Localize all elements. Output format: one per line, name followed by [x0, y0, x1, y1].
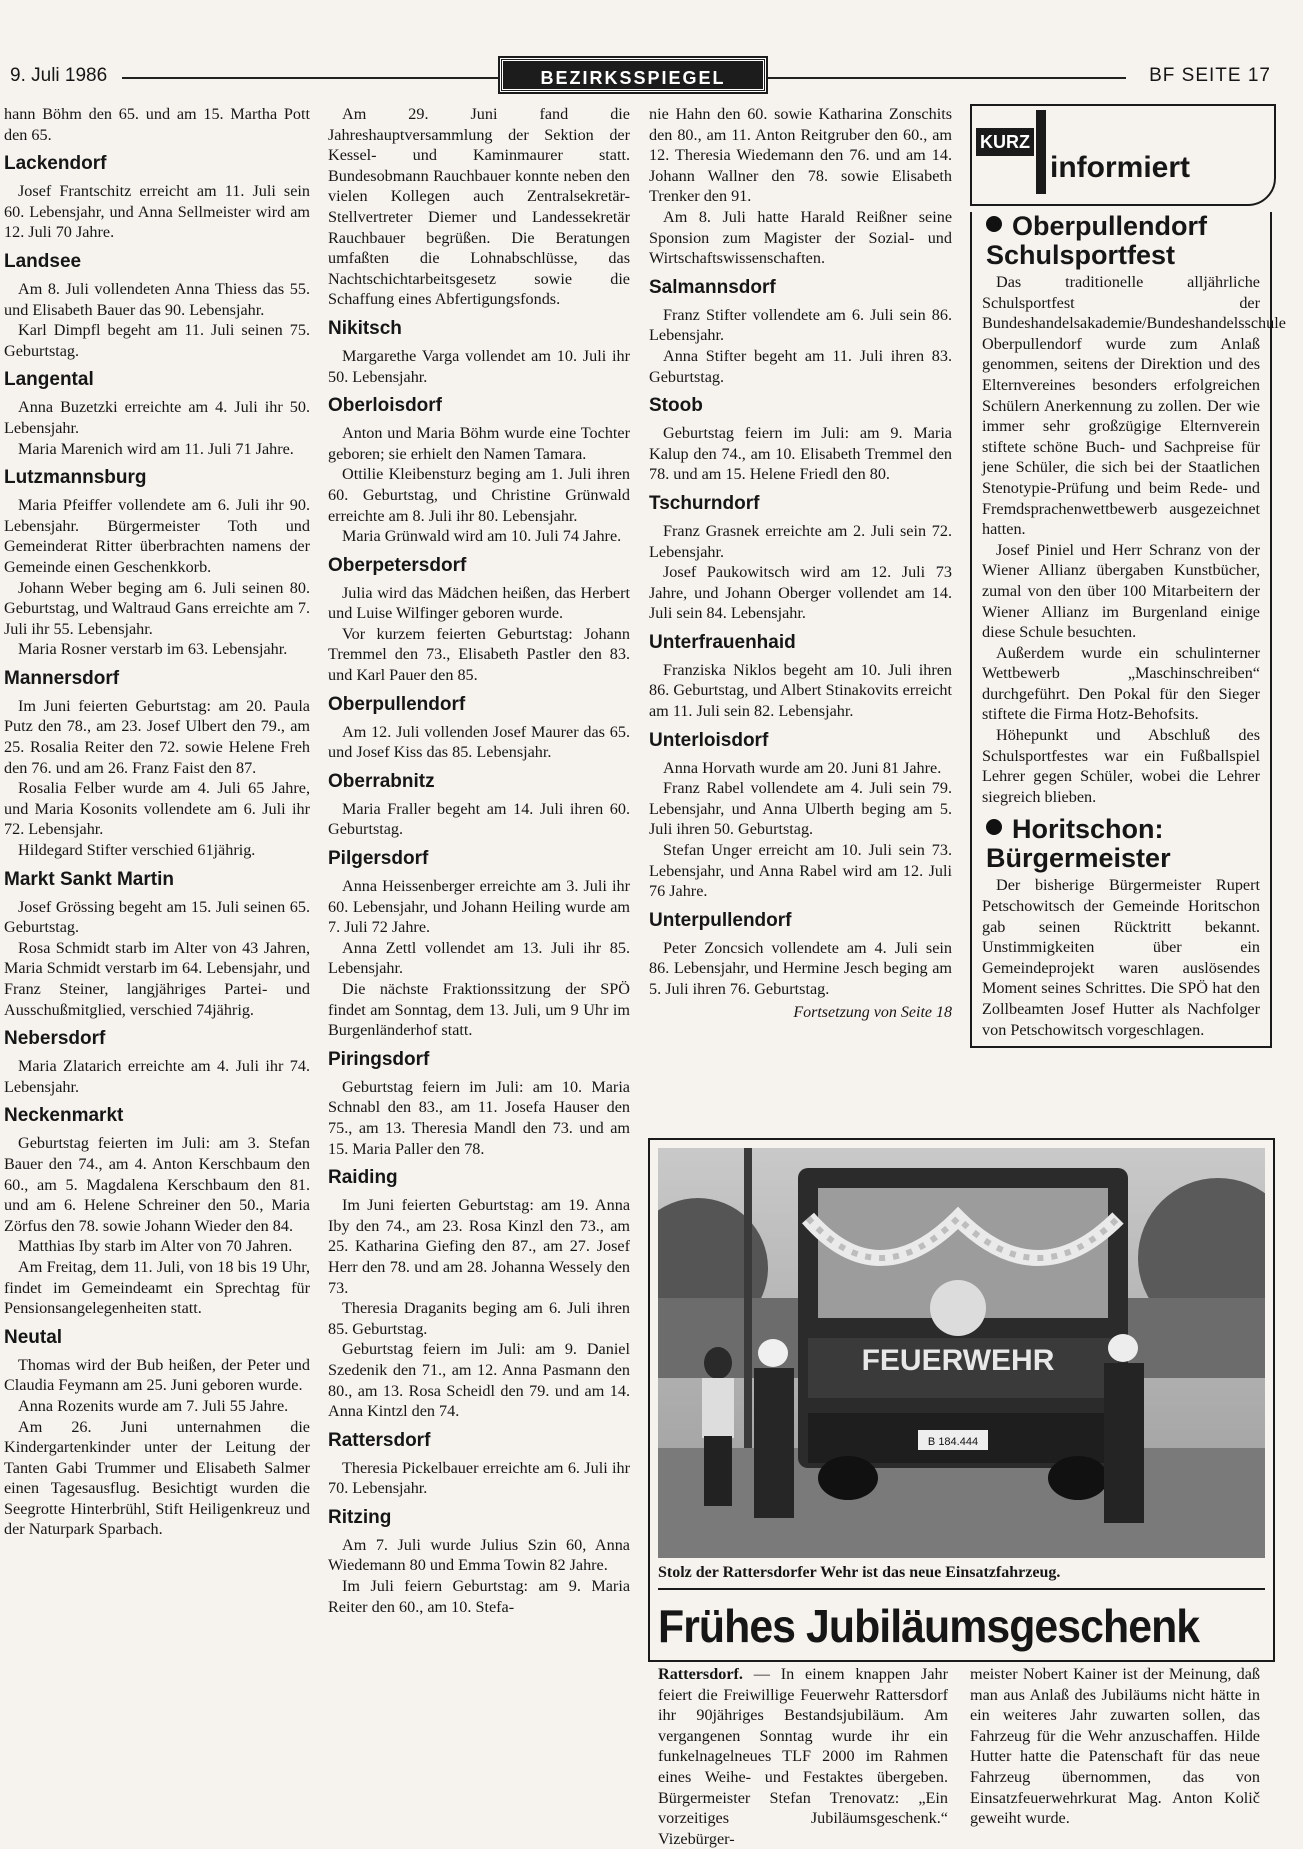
article-text-left: — In einem knappen Jahr feiert die Freiwillige Feuerwehr Rattersdorf ihr 90jähriges Bestandsjubiläum. Am vergangenen Sonntag wurde ihr ein funkelnagelneues TLF 2000 im Rahmen eines Weihe- und Festaktes übergeben. Bürgermeister Stefan Trenovatz: „Ein vorzeitiges Jubiläumsgeschenk.“ Vizebürger-	[658, 1665, 948, 1848]
truck-lettering: FEUERWEHR	[861, 1344, 1055, 1377]
paragraph: Im Juni feierten Geburtstag: am 19. Anna Iby den 74., am 23. Rosa Kinzl den 73., am 25. Katharina Giefing den 87., am 27. Josef Herr den 78. und am 28. Johanna Wessely den 73.	[328, 1196, 630, 1297]
town-heading: Stoob	[649, 395, 703, 417]
town-heading: Nikitsch	[328, 317, 402, 339]
paragraph: Im Juli feiern Geburtstag: am 9. Maria Reiter den 60., am 10. Stefa-	[328, 1577, 630, 1616]
paragraph: Karl Dimpfl begeht am 11. Juli seinen 75. Geburtstag.	[4, 321, 310, 360]
license-plate: B 184.444	[927, 1436, 979, 1448]
town-heading: Lackendorf	[4, 153, 107, 175]
news-body	[982, 272, 1286, 807]
paragraph: Franz Grasnek erreichte am 2. Juli sein 72. Lebensjahr.	[649, 521, 952, 561]
town-heading: Langental	[4, 369, 94, 391]
column-3	[649, 104, 952, 1023]
paragraph: Maria Zlatarich erreichte am 4. Juli ihr 74. Lebensjahr.	[4, 1057, 310, 1096]
paragraph: Maria Marenich wird am 11. Juli 71 Jahre.	[18, 439, 294, 458]
paragraph: Außerdem wurde ein schulinterner Wettbewerb „Maschinschreiben“ durchgeführt. Den Pokal für den Sieger stiftete die Firma Hotz-Behofsits.	[982, 643, 1260, 724]
paragraph: Franz Stifter vollendete am 6. Juli sein 86. Lebensjahr.	[649, 305, 952, 345]
paragraph: Thomas wird der Bub heißen, der Peter und Claudia Feymann am 25. Juni geboren wurde.	[4, 1355, 310, 1395]
paragraph: Höhepunkt und Abschluß des Schulsportfestes war ein Fußballspiel Lehrer gegen Schüler, wobei die Lehrer siegreich blieben.	[982, 726, 1260, 806]
kurz-content	[970, 211, 1286, 1048]
paragraph: nie Hahn den 60. sowie Katharina Zonschits den 80., am 11. Anton Reitgruber den 60., am 12. Theresia Wiedemann den 76. und am 14. Johann Wallner den 78. sowie Elisabeth Trenker den 91.	[649, 105, 952, 206]
news-heading	[986, 815, 1264, 873]
paragraph	[658, 1664, 948, 1849]
paragraph: Rosalia Felber wurde am 4. Juli 65 Jahre, und Maria Kosonits vollendete am 6. Juli ihr 72. Lebensjahr.	[4, 779, 310, 839]
paragraph: Am 8. Juli hatte Harald Reißner seine Sponsion zum Magister der Sozial- und Wirtschaftswissenschaften.	[649, 207, 952, 268]
paragraph: Johann Weber beging am 6. Juli seinen 80. Geburtstag, und Waltraud Gans erreichte am 7. Juli ihr 55. Lebensjahr.	[4, 578, 310, 638]
kurz-title: informiert	[1050, 151, 1191, 184]
column-1	[4, 104, 310, 1540]
paragraph: Maria Pfeiffer vollendete am 6. Juli ihr 90. Lebensjahr. Bürgermeister Toth und Gemeinderat Ritter überbrachten namens der Gemeinde einen Geschenkkorb.	[4, 496, 310, 576]
paragraph: Die nächste Fraktionssitzung der SPÖ findet am Sonntag, dem 13. Juli, um 9 Uhr im Burgenländerhof statt.	[328, 980, 630, 1040]
town-heading: Markt Sankt Martin	[4, 868, 174, 890]
header-rule-left	[122, 77, 500, 79]
paragraph: Geburtstag feiern im Juli: am 9. Daniel Szedenik den 71., am 12. Anna Pasmann den 80., am 13. Rosa Scheidl den 79. und am 14. Anna Kintzl den 74.	[328, 1340, 630, 1421]
article-column-left	[658, 1664, 948, 1849]
section-title: BEZIRKSSPIEGEL	[500, 58, 766, 92]
news-heading-text: Oberpullendorf Schulsportfest	[986, 211, 1207, 270]
photo-article-box	[648, 1138, 1275, 1848]
town-heading: Neckenmarkt	[4, 1105, 124, 1127]
paragraph: Anna Buzetzki erreichte am 4. Juli ihr 50. Lebensjahr.	[4, 398, 310, 437]
paragraph: Der bisherige Bürgermeister Rupert Petschowitsch der Gemeinde Horitschon gab seinen Rücktritt bekannt. Unstimmigkeiten über ein Gemeindeprojekt waren auslösendes Moment seines Schrittes. Die SPÖ hat den Zollbeamten Josef Hutter als Nachfolger von Petschowitsch vorgeschlagen.	[982, 876, 1260, 1039]
paragraph: Vor kurzem feierten Geburtstag: Johann Tremmel den 73., Elisabeth Pastler den 83. und Karl Pauer den 85.	[328, 624, 630, 685]
paragraph: Am 12. Juli vollenden Josef Maurer das 65. und Josef Kiss das 85. Lebensjahr.	[328, 722, 630, 762]
paragraph: Im Juni feierten Geburtstag: am 20. Paula Putz den 78., am 23. Josef Ulbert den 79., am 25. Rosalia Reiter den 72. sowie Helene Freh den 76. und am 26. Franz Faist den 87.	[4, 696, 310, 777]
town-heading: Nebersdorf	[4, 1028, 106, 1050]
continued-note: Fortsetzung von Seite 18	[793, 1003, 952, 1021]
paragraph: Das traditionelle alljährliche Schulsportfest der Bundeshandelsakademie/Bundeshandelsschule Oberpullendorf wurde zum Anlaß genommen, seitens der Direktion und des Elternvereines besonders erfolgreichen Schülern Anerkennung zu zollen. Der wie immer sehr großzügige Elternverein stiftete schöne Buch- und Sachpreise für jene Schüler, die sich bei der Staatlichen Stenotypie-Prüfung und beim Rede- und Fremdsprachenwettbewerb ausgezeichnet hatten.	[982, 273, 1286, 539]
town-heading: Ritzing	[328, 1506, 392, 1528]
town-heading: Raiding	[328, 1167, 398, 1189]
article-column-right	[970, 1664, 1260, 1829]
town-heading: Oberloisdorf	[328, 395, 443, 417]
kurz-informiert-box	[970, 104, 1286, 1048]
paragraph: Margarethe Varga vollendet am 10. Juli ihr 50. Lebensjahr.	[328, 346, 630, 386]
kurz-label: KURZ	[976, 128, 1034, 156]
news-heading-text: Horitschon: Bürgermeister	[986, 814, 1171, 874]
bullet-icon	[986, 216, 1002, 232]
town-heading: Oberpullendorf	[328, 693, 466, 715]
paragraph: Anna Horvath wurde am 20. Juni 81 Jahre.	[663, 758, 942, 777]
paragraph: Am 7. Juli wurde Julius Szin 60, Anna Wiedemann 80 und Emma Towin 82 Jahre.	[328, 1535, 630, 1575]
news-body	[982, 875, 1260, 1040]
town-heading: Unterfrauenhaid	[649, 631, 796, 653]
paragraph: Geburtstag feierten im Juli: am 3. Stefan Bauer den 74., am 4. Anton Kerschbaum den 60., am 5. Magdalena Kerschbaum den 81. und am 6. Helene Schreiner den 50., Maria Zörfus den 78. sowie Johann Wieder den 84.	[4, 1134, 310, 1235]
header-rule-right	[768, 77, 1126, 79]
paragraph: Anton und Maria Böhm wurde eine Tochter geboren; sie erhielt den Namen Tamara.	[328, 424, 630, 463]
town-heading: Unterloisdorf	[649, 729, 769, 751]
news-heading	[986, 212, 1264, 270]
paragraph: Geburtstag feiern im Juli: am 9. Maria Kalup den 74., am 10. Elisabeth Tremmel den 78. und am 15. Helene Friedl den 80.	[649, 424, 952, 484]
bullet-icon	[986, 819, 1002, 835]
paragraph: Theresia Pickelbauer erreichte am 6. Juli ihr 70. Lebensjahr.	[328, 1458, 630, 1498]
paragraph: Stefan Unger erreicht am 10. Juli sein 73. Lebensjahr, und Anna Rabel wird am 12. Juli 76 Jahre.	[649, 841, 952, 901]
paragraph: Anna Zettl vollendet am 13. Juli ihr 85. Lebensjahr.	[328, 938, 630, 978]
paragraph: Geburtstag feiern im Juli: am 10. Maria Schnabl den 83., am 11. Josefa Hauser den 75., am 13. Theresia Mandl den 73. und am 15. Maria Paller den 78.	[328, 1077, 630, 1158]
paragraph: Josef Piniel und Herr Schranz von der Wiener Allianz übergaben Kunstbücher, zumal von den über 100 Mitarbeitern der Wiener Allianz im Burgenland einige diese Schule besuchten.	[982, 540, 1260, 642]
paragraph: Anna Heissenberger erreichte am 3. Juli ihr 60. Lebensjahr, und Johann Heiling wurde am 7. Juli 72 Jahre.	[328, 877, 630, 937]
paragraph: Maria Fraller begeht am 14. Juli ihren 60. Geburtstag.	[328, 799, 630, 839]
paragraph: Josef Frantschitz erreicht am 11. Juli sein 60. Lebensjahr, und Anna Sellmeister wird am 12. Juli 70 Jahre.	[4, 182, 310, 242]
town-heading: Neutal	[4, 1326, 63, 1348]
paragraph: Am 29. Juni fand die Jahreshauptversammlung der Sektion der Kessel- und Kaminmaurer statt. Bundesobmann Rauchbauer konnte neben den vielen Kollegen auch Zentralsekretär-Stellvertreter Diemer und Landessekretär Rauchbauer begrüßen. Die Beratungen umfaßten die Lohnabschlüsse, das Nachtschichtarbeitsgesetz sowie die Schaffung eines Abfertigungsfonds.	[328, 105, 630, 309]
paragraph: Josef Grössing begeht am 15. Juli seinen 65. Geburtstag.	[4, 897, 310, 937]
paragraph: Franz Rabel vollendete am 4. Juli sein 79. Lebensjahr, und Anna Ulberth beging am 5. Juli ihren 50. Geburtstag.	[649, 779, 952, 839]
fire-truck-photo	[658, 1148, 1265, 1558]
paragraph: Matthias Iby starb im Alter von 70 Jahren.	[18, 1237, 293, 1256]
paragraph: Anna Rozenits wurde am 7. Juli 55 Jahre.	[18, 1396, 289, 1415]
town-heading: Rattersdorf	[328, 1429, 431, 1451]
paragraph: Hildegard Stifter verschied 61jährig.	[18, 841, 256, 860]
town-heading: Oberpetersdorf	[328, 554, 467, 576]
paragraph: Franziska Niklos begeht am 10. Juli ihren 86. Geburtstag, und Albert Stinakovits erreicht am 11. Juli sein 82. Lebensjahr.	[649, 660, 952, 721]
paragraph: Am 26. Juni unternahmen die Kindergartenkinder unter der Leitung der Tanten Gabi Trummer und Elisabeth Salmer einen Tagesausflug. Besichtigt wurden die Seegrotte Hinterbrühl, Stift Heiligenkreuz und der Naturpark Sparbach.	[4, 1417, 310, 1539]
page-number: BF SEITE 17	[1149, 65, 1271, 86]
article-headline: Frühes Jubiläumsgeschenk	[658, 1600, 1200, 1652]
town-heading: Piringsdorf	[328, 1048, 430, 1070]
dateline: Rattersdorf.	[658, 1665, 743, 1683]
paragraph: Am Freitag, dem 11. Juli, von 18 bis 19 Uhr, findet im Gemeindeamt ein Sprechtag für Pensionsangelegenheiten statt.	[4, 1257, 310, 1318]
town-heading: Landsee	[4, 250, 82, 272]
kurz-bar	[1036, 110, 1046, 194]
article-text-right: meister Nobert Kainer ist der Meinung, daß man aus Anlaß des Jubiläums nicht hätte in ein weiteres Jahr zuwarten sollen, das Fahrzeug für die Wehr anzuschaffen. Hilde Hutter hatte die Patenschaft für das neue Fahrzeug übernommen, das von Einsatzfeuerwehrkurat Mag. Anton Količ geweiht wurde.	[970, 1665, 1260, 1828]
kurz-masthead	[970, 104, 1276, 206]
town-heading: Oberrabnitz	[328, 770, 435, 792]
paragraph: Anna Stifter begeht am 11. Juli ihren 83. Geburtstag.	[649, 346, 952, 386]
paragraph: Theresia Draganits beging am 6. Juli ihren 85. Geburtstag.	[328, 1299, 630, 1338]
paragraph: Ottilie Kleibensturz beging am 1. Juli ihren 60. Geburtstag, und Christine Grünwald erreichte am 8. Juli ihr 80. Lebensjahr.	[328, 465, 630, 525]
issue-date: 9. Juli 1986	[10, 65, 108, 86]
paragraph: Maria Rosner verstarb im 63. Lebensjahr.	[18, 640, 288, 659]
paragraph: Am 8. Juli vollendeten Anna Thiess das 55. und Elisabeth Bauer das 90. Lebensjahr.	[4, 279, 310, 319]
photo-caption: Stolz der Rattersdorfer Wehr ist das neue Einsatzfahrzeug.	[658, 1564, 1265, 1590]
paragraph: Peter Zoncsich vollendete am 4. Juli sein 86. Lebensjahr, und Hermine Jesch beging am 5. Juli ihren 76. Geburtstag.	[649, 938, 952, 998]
paragraph: Josef Paukowitsch wird am 12. Juli 73 Jahre, und Johann Oberger vollendet am 14. Juli sein 84. Lebensjahr.	[649, 563, 952, 623]
town-heading: Tschurndorf	[649, 492, 760, 514]
page-header	[0, 58, 1303, 94]
paragraph: Maria Grünwald wird am 10. Juli 74 Jahre.	[342, 527, 622, 546]
town-heading: Lutzmannsburg	[4, 467, 147, 489]
paragraph: hann Böhm den 65. und am 15. Martha Pott den 65.	[4, 105, 310, 144]
town-heading: Salmannsdorf	[649, 276, 776, 298]
town-heading: Unterpullendorf	[649, 909, 792, 931]
town-heading: Mannersdorf	[4, 667, 120, 689]
paragraph: Rosa Schmidt starb im Alter von 43 Jahren, Maria Schmidt verstarb im 64. Lebensjahr, und Franz Steiner, langjähriges Partei- und Ausschußmitglied, verschied 74jährig.	[4, 938, 310, 1019]
column-2	[328, 104, 630, 1617]
town-heading: Pilgersdorf	[328, 848, 429, 870]
paragraph: Julia wird das Mädchen heißen, das Herbert und Luise Wilfinger geboren wurde.	[328, 583, 630, 623]
